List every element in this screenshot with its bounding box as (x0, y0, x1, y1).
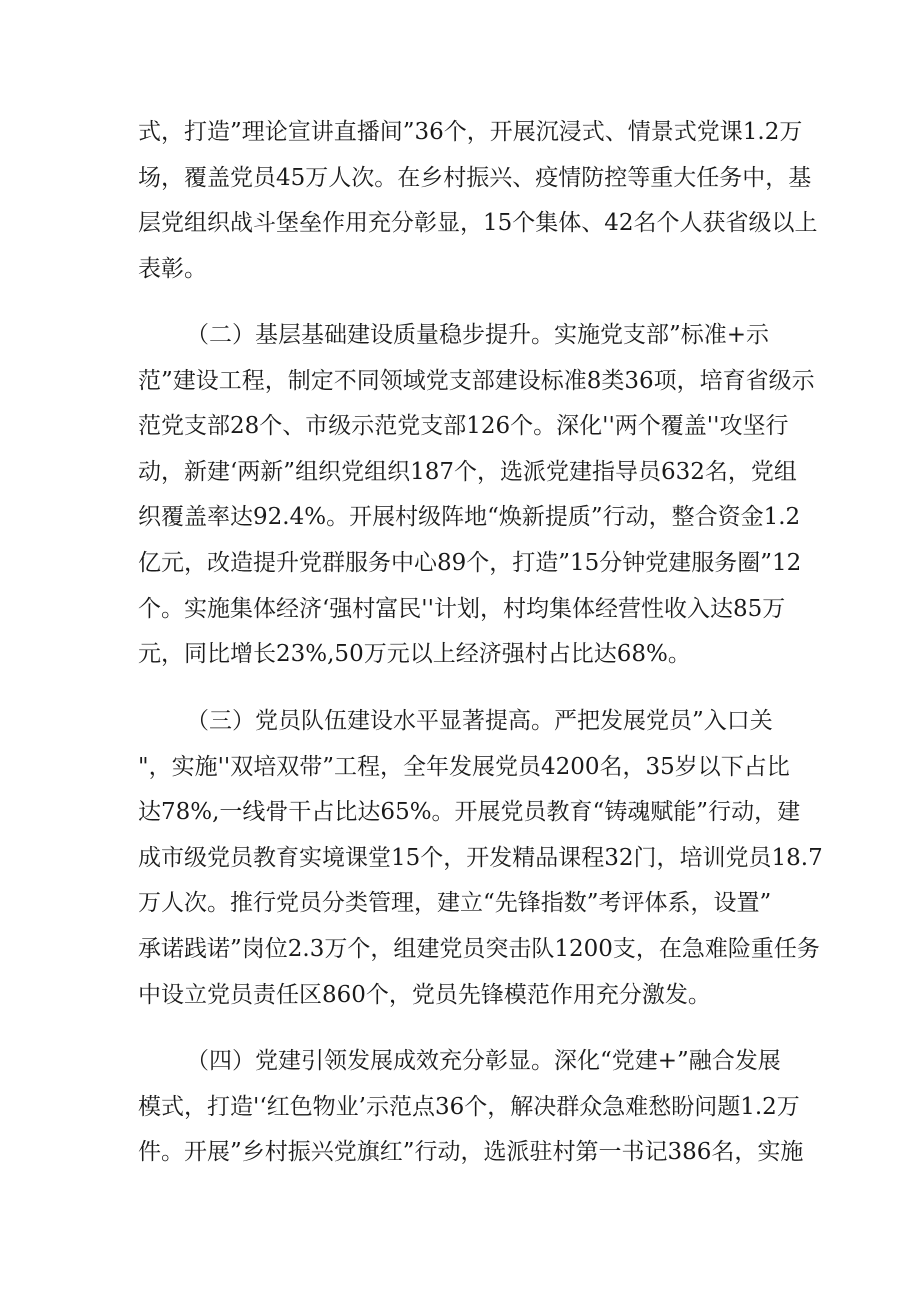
text-line: 万人次。推行党员分类管理，建立“先锋指数”考评体系，设置” (138, 890, 772, 917)
text-line: 元，同比增长23%,50万元以上经济强村占比达68%。 (138, 641, 691, 668)
text-line-first: （四）党建引领发展成效充分彰显。深化“党建+”融合发展 (186, 1048, 781, 1074)
text-line: 层党组织战斗堡垒作用充分彰显，15个集体、42名个人获省级以上 (138, 210, 818, 237)
text-line: 成市级党员教育实境课堂15个，开发精品课程32门，培训党员18.7 (138, 844, 823, 871)
text-line: 个。实施集体经济‘强村富民''计划，村均集体经营性收入达85万 (138, 595, 786, 622)
text-line: "，实施''双培双带”工程，全年发展党员4200名，35岁以下占比 (138, 753, 790, 780)
text-line-first: （三）党员队伍建设水平显著提高。严把发展党员”入口关 (186, 708, 773, 734)
text-line: 范党支部28个、市级示范党支部126个。深化''两个覆盖''攻坚行 (138, 413, 789, 440)
text-line: 亿元，改造提升党群服务中心89个，打造”15分钟党建服务圈”12 (138, 549, 802, 576)
text-line-first: （二）基层基础建设质量稳步提升。实施党支部”标准+示 (186, 322, 770, 348)
text-line: 模式，打造'‘红色物业’示范点36个，解决群众急难愁盼问题1.2万 (138, 1093, 800, 1120)
text-line: 件。开展”乡村振兴党旗红”行动，选派驻村第一书记386名，实施 (138, 1139, 804, 1166)
text-line: 表彰。 (138, 255, 207, 282)
text-line: 范”建设工程，制定不同领域党支部建设标准8类36项，培育省级示 (138, 367, 815, 394)
text-line: 织覆盖率达92.4%。开展村级阵地“焕新提质”行动，整合资金1.2 (138, 504, 801, 531)
text-line: 场，覆盖党员45万人次。在乡村振兴、疫情防控等重大任务中，基 (138, 164, 812, 191)
paragraph-continued (138, 110, 818, 292)
paragraph-party-members (138, 699, 823, 1018)
text-line: 式，打造”理论宣讲直播间”36个，开展沉浸式、情景式党课1.2万 (138, 119, 803, 145)
text-line: 达78%,一线骨干占比达65%。开展党员教育“铸魂赋能”行动，建 (138, 799, 801, 826)
text-line: 承诺践诺”岗位2.3万个，组建党员突击队1200支，在急难险重任务 (138, 935, 820, 962)
paragraph-basic-construction (138, 313, 815, 678)
text-line: 动，新建‘两新”组织党组织187个，选派党建指导员632名，党组 (138, 458, 797, 485)
text-line: 中设立党员责任区860个，党员先锋模范作用充分激发。 (138, 981, 711, 1008)
paragraph-development (138, 1039, 804, 1176)
